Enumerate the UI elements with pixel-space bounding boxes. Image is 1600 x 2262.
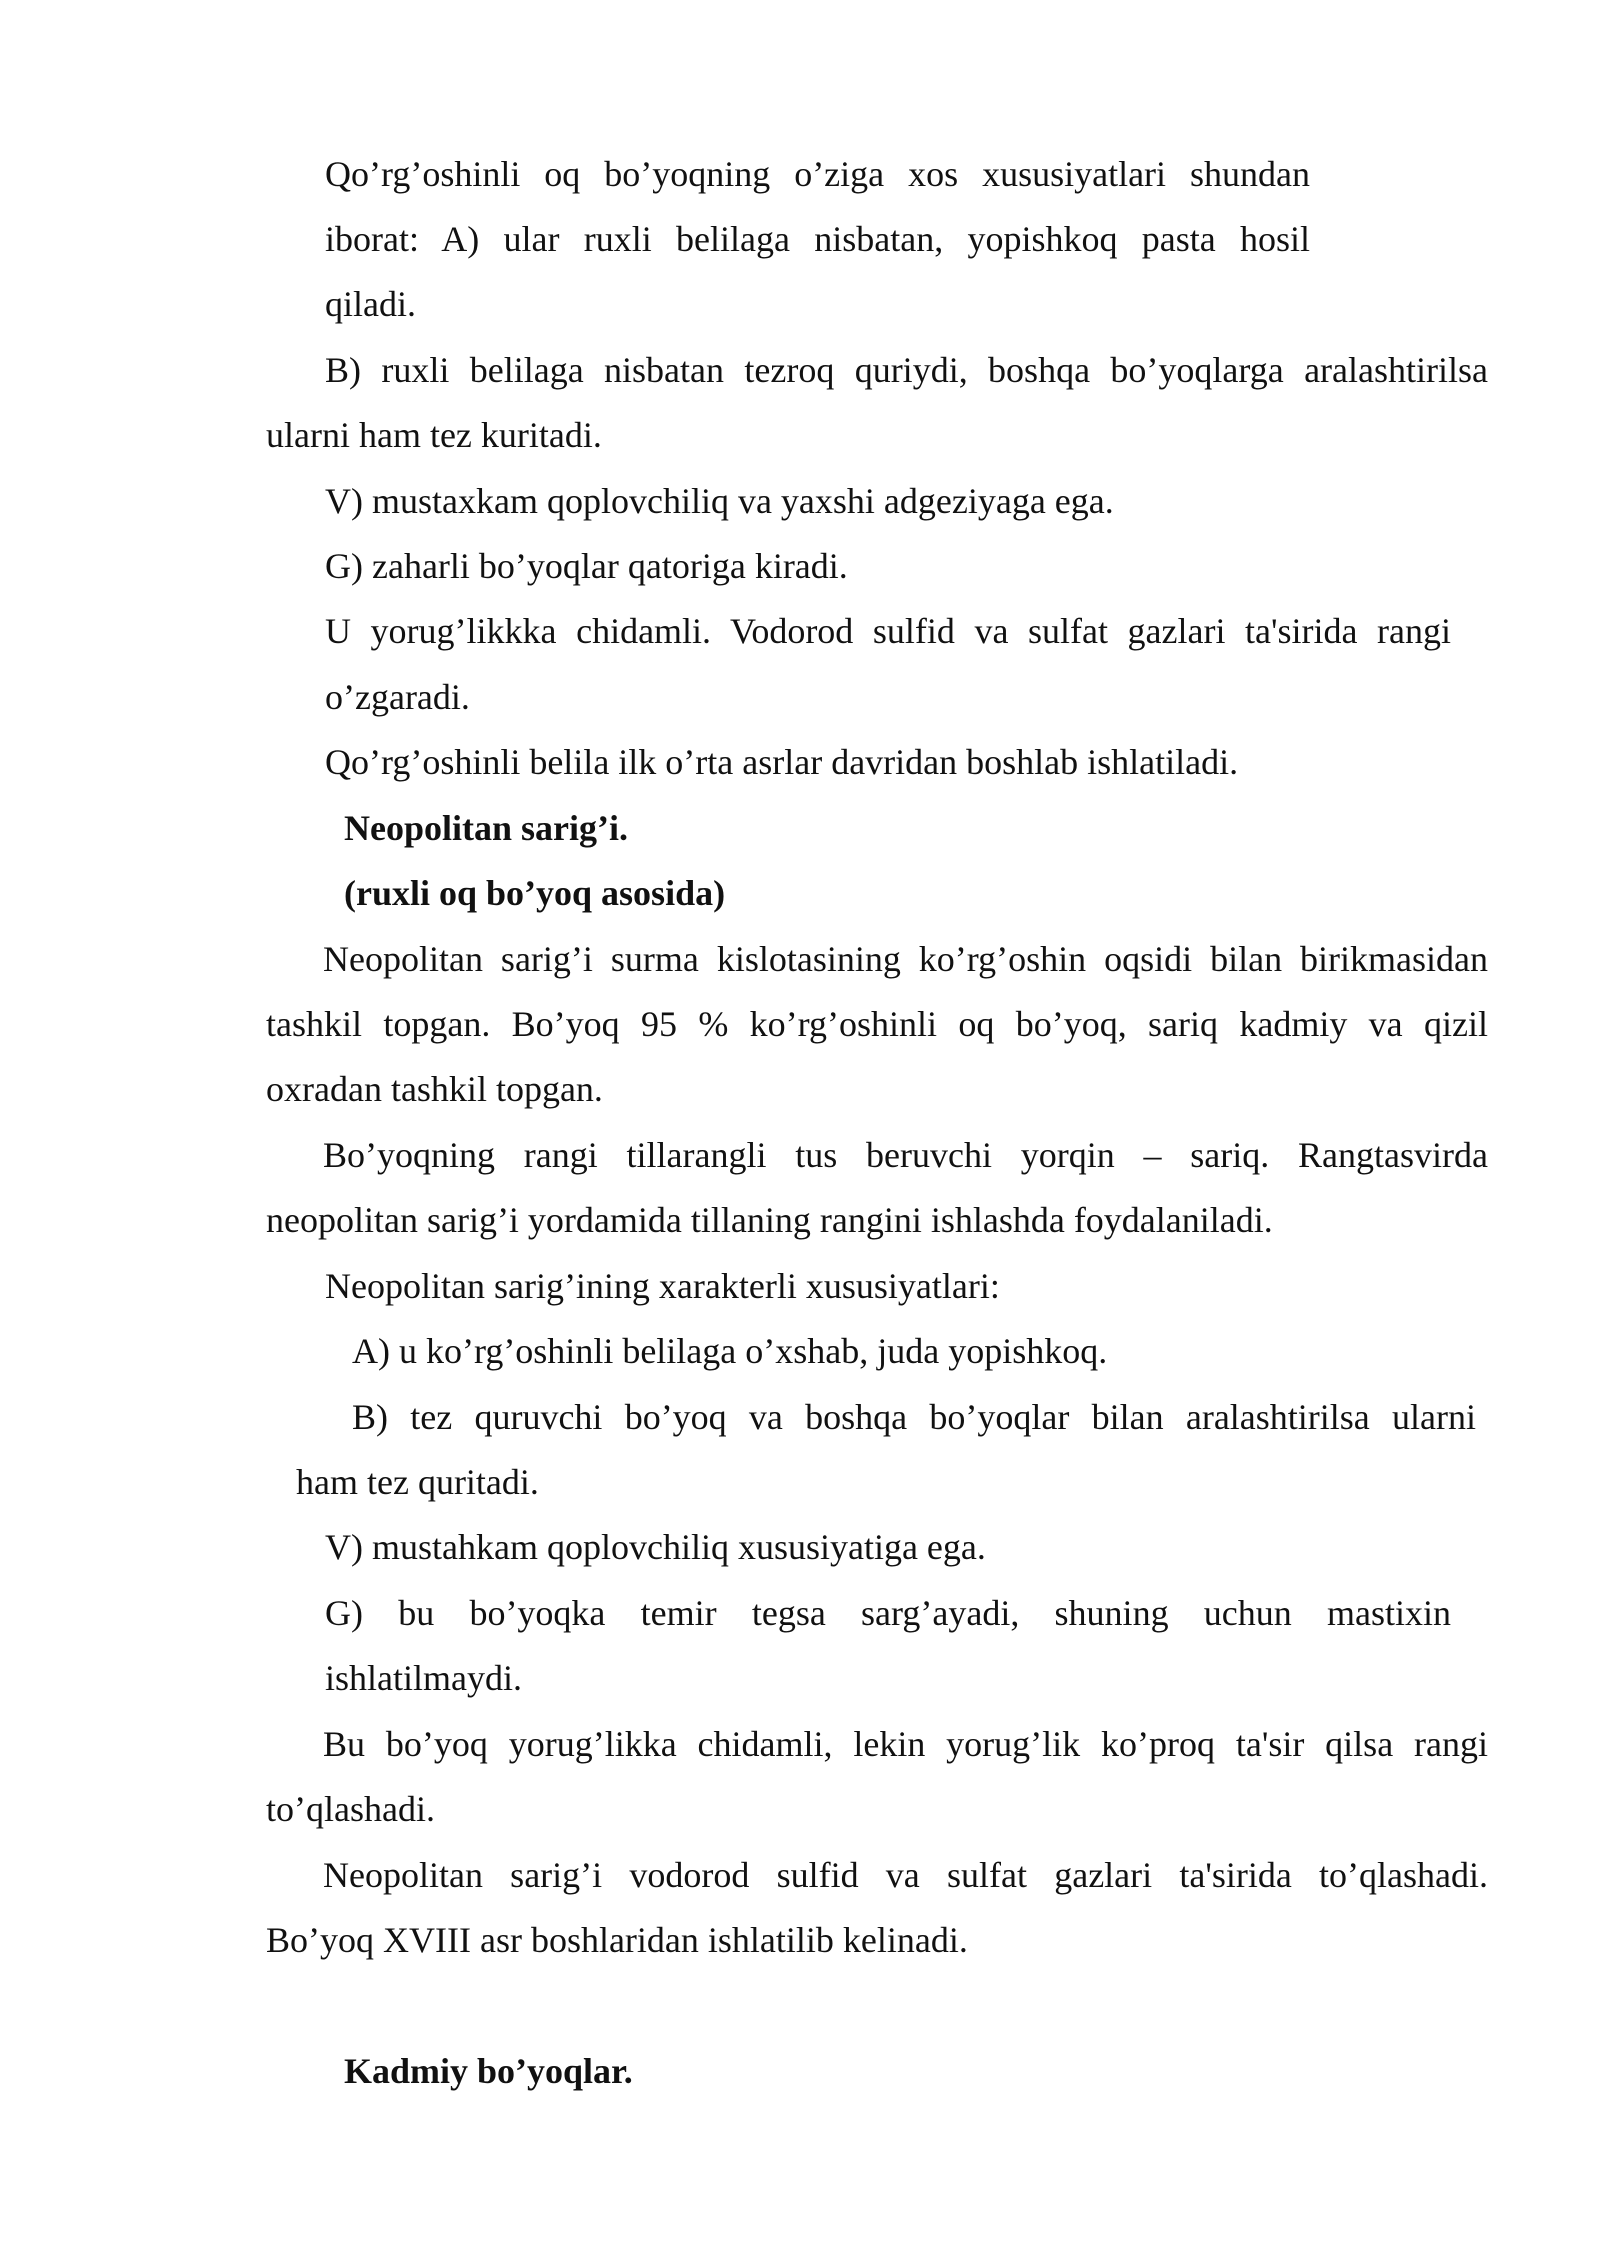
text-line: U yorug’likkka chidamli. Vodorod sulfid va sulfat gazlari ta'sirida rangi <box>325 611 1451 651</box>
text-line: to’qlashadi. <box>266 1789 435 1829</box>
text-line: Neopolitan sarig’i surma kislotasining ko’rg’oshin oqsidi bilan birikmasidan <box>323 939 1488 979</box>
text-line: V) mustaxkam qoplovchiliq va yaxshi adgeziyaga ega. <box>325 481 1114 521</box>
list-item: B) tez quruvchi bo’yoq va boshqa bo’yoqlar bilan aralashtirilsa ularni <box>352 1397 1476 1437</box>
text-line: V) mustahkam qoplovchiliq xususiyatiga ega. <box>325 1527 986 1567</box>
text-line: qiladi. <box>325 284 416 324</box>
section-heading: Kadmiy bo’yoqlar. <box>344 2051 633 2091</box>
text-line: Neopolitan sarig’ining xarakterli xususiyatlari: <box>325 1266 1000 1306</box>
text-line: G) bu bo’yoqka temir tegsa sarg’ayadi, shuning uchun mastixin <box>325 1593 1451 1633</box>
text-line: Qo’rg’oshinli belila ilk o’rta asrlar davridan boshlab ishlatiladi. <box>325 742 1239 782</box>
text-line: Neopolitan sarig’i vodorod sulfid va sulfat gazlari ta'sirida to’qlashadi. <box>323 1855 1488 1895</box>
text-line: ham tez quritadi. <box>296 1462 539 1502</box>
text-line: oxradan tashkil topgan. <box>266 1069 603 1109</box>
text-line: ularni ham tez kuritadi. <box>266 415 602 455</box>
text-line: o’zgaradi. <box>325 677 470 717</box>
section-heading: Neopolitan sarig’i. <box>344 808 628 848</box>
text-line: neopolitan sarig’i yordamida tillaning rangini ishlashda foydalaniladi. <box>266 1200 1273 1240</box>
section-subheading: (ruxli oq bo’yoq asosida) <box>344 873 726 913</box>
list-item: A) u ko’rg’oshinli belilaga o’xshab, juda yopishkoq. <box>352 1331 1108 1371</box>
text-line: G) zaharli bo’yoqlar qatoriga kiradi. <box>325 546 848 586</box>
text-line: Bu bo’yoq yorug’likka chidamli, lekin yorug’lik ko’proq ta'sir qilsa rangi <box>323 1724 1488 1764</box>
text-line: ishlatilmaydi. <box>325 1658 522 1698</box>
text-line: iborat: A) ular ruxli belilaga nisbatan, yopishkoq pasta hosil <box>325 219 1310 259</box>
text-line: B) ruxli belilaga nisbatan tezroq quriydi, boshqa bo’yoqlarga aralashtirilsa <box>325 350 1488 390</box>
text-line: Bo’yoq XVIII asr boshlaridan ishlatilib kelinadi. <box>266 1920 968 1960</box>
text-line: tashkil topgan. Bo’yoq 95 % ko’rg’oshinli oq bo’yoq, sariq kadmiy va qizil <box>266 1004 1488 1044</box>
text-line: Qo’rg’oshinli oq bo’yoqning o’ziga xos xususiyatlari shundan <box>325 154 1310 194</box>
text-line: Bo’yoqning rangi tillarangli tus beruvchi yorqin – sariq. Rangtasvirda <box>323 1135 1488 1175</box>
